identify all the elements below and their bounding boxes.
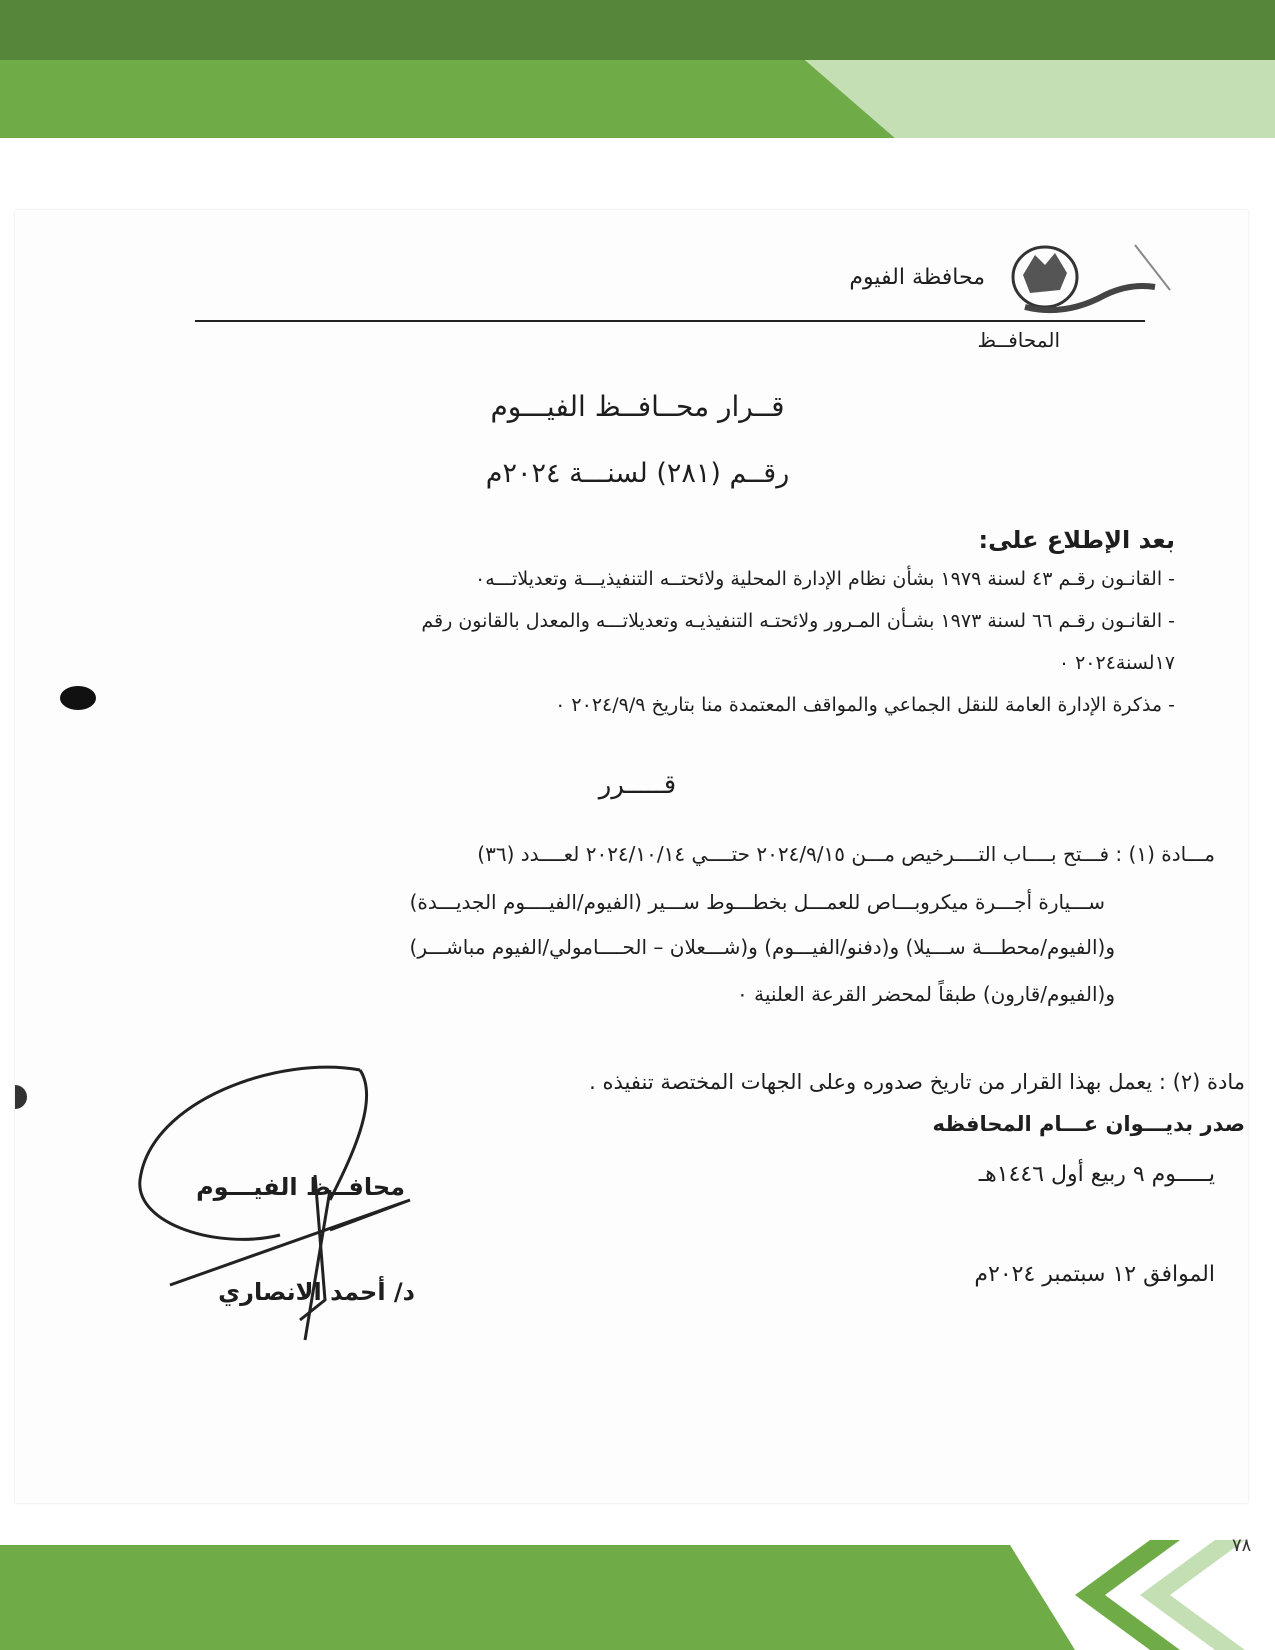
reference-item: - مذكرة الإدارة العامة للنقل الجماعي والمواقف المعتمدة منا بتاريخ ٢٠٢٤/٩/٩ ٠ xyxy=(555,694,1175,716)
date-hijri: يـــــوم ٩ ربيع أول ١٤٤٦هـ xyxy=(978,1162,1215,1187)
after-review-heading: بعد الإطلاع على: xyxy=(978,526,1175,554)
page-number: ٧٨ xyxy=(1232,1535,1252,1556)
bottom-banner xyxy=(0,1540,1275,1650)
article-1-line: و(الفيوم/محطـــة ســـيلا) و(دفنو/الفيـــوم) و(شـــعلان – الحــــامولي/الفيوم مباشـــر) xyxy=(409,935,1115,959)
article-1-line: و(الفيوم/قارون) طبقاً لمحضر القرعة العلنية ٠ xyxy=(737,982,1115,1006)
governorate-emblem-icon xyxy=(1005,235,1175,320)
office-label: المحافــظ xyxy=(977,328,1060,352)
reference-item: - القانـون رقـم ٦٦ لسنة ١٩٧٣ بشـأن المـرور ولائحتـه التنفيذيـه وتعديلاتـــه والمعدل بالقانون رقم xyxy=(421,610,1175,632)
reference-item: - القانـون رقـم ٤٣ لسنة ١٩٧٩ بشأن نظام الإدارة المحلية ولائحتــه التنفيذيـــة وتعديلاتـــه٠ xyxy=(474,568,1175,590)
article-1-line: ســـيارة أجـــرة ميكروبـــاص للعمـــل بخطـــوط ســـير (الفيوم/الفيــــوم الجديـــدة) xyxy=(409,890,1105,914)
decree-title: قــرار محــافــظ الفيـــوم xyxy=(490,390,785,423)
signatory-name: د/ أحمد الانصاري xyxy=(218,1278,415,1306)
article-1-line: مـــادة (١) : فـــتح بــــاب التــــرخيص مـــن ٢٠٢٤/٩/١٥ حتــــي ٢٠٢٤/١٠/١٤ لعــــدد (٣٦) xyxy=(477,842,1215,866)
reference-item-continuation: ١٧لسنة٢٠٢٤ ٠ xyxy=(1058,652,1175,674)
signatory-title: محافــظ الفيـــوم xyxy=(196,1173,405,1201)
header-divider xyxy=(195,320,1145,322)
decree-number: رقــم (٢٨١) لسنـــة ٢٠٢٤م xyxy=(485,458,790,489)
handwritten-signature-icon xyxy=(130,1060,430,1350)
governorate-name: محافظة الفيوم xyxy=(849,265,985,290)
issued-at: صدر بديـــوان عـــام المحافظه xyxy=(932,1112,1245,1136)
article-2: مادة (٢) : يعمل بهذا القرار من تاريخ صدوره وعلى الجهات المختصة تنفيذه . xyxy=(589,1070,1245,1094)
punch-hole-mark xyxy=(60,686,96,710)
date-gregorian: الموافق ١٢ سبتمبر ٢٠٢٤م xyxy=(974,1262,1215,1287)
top-banner xyxy=(0,0,1275,140)
decided-heading: قـــــرر xyxy=(598,770,677,800)
